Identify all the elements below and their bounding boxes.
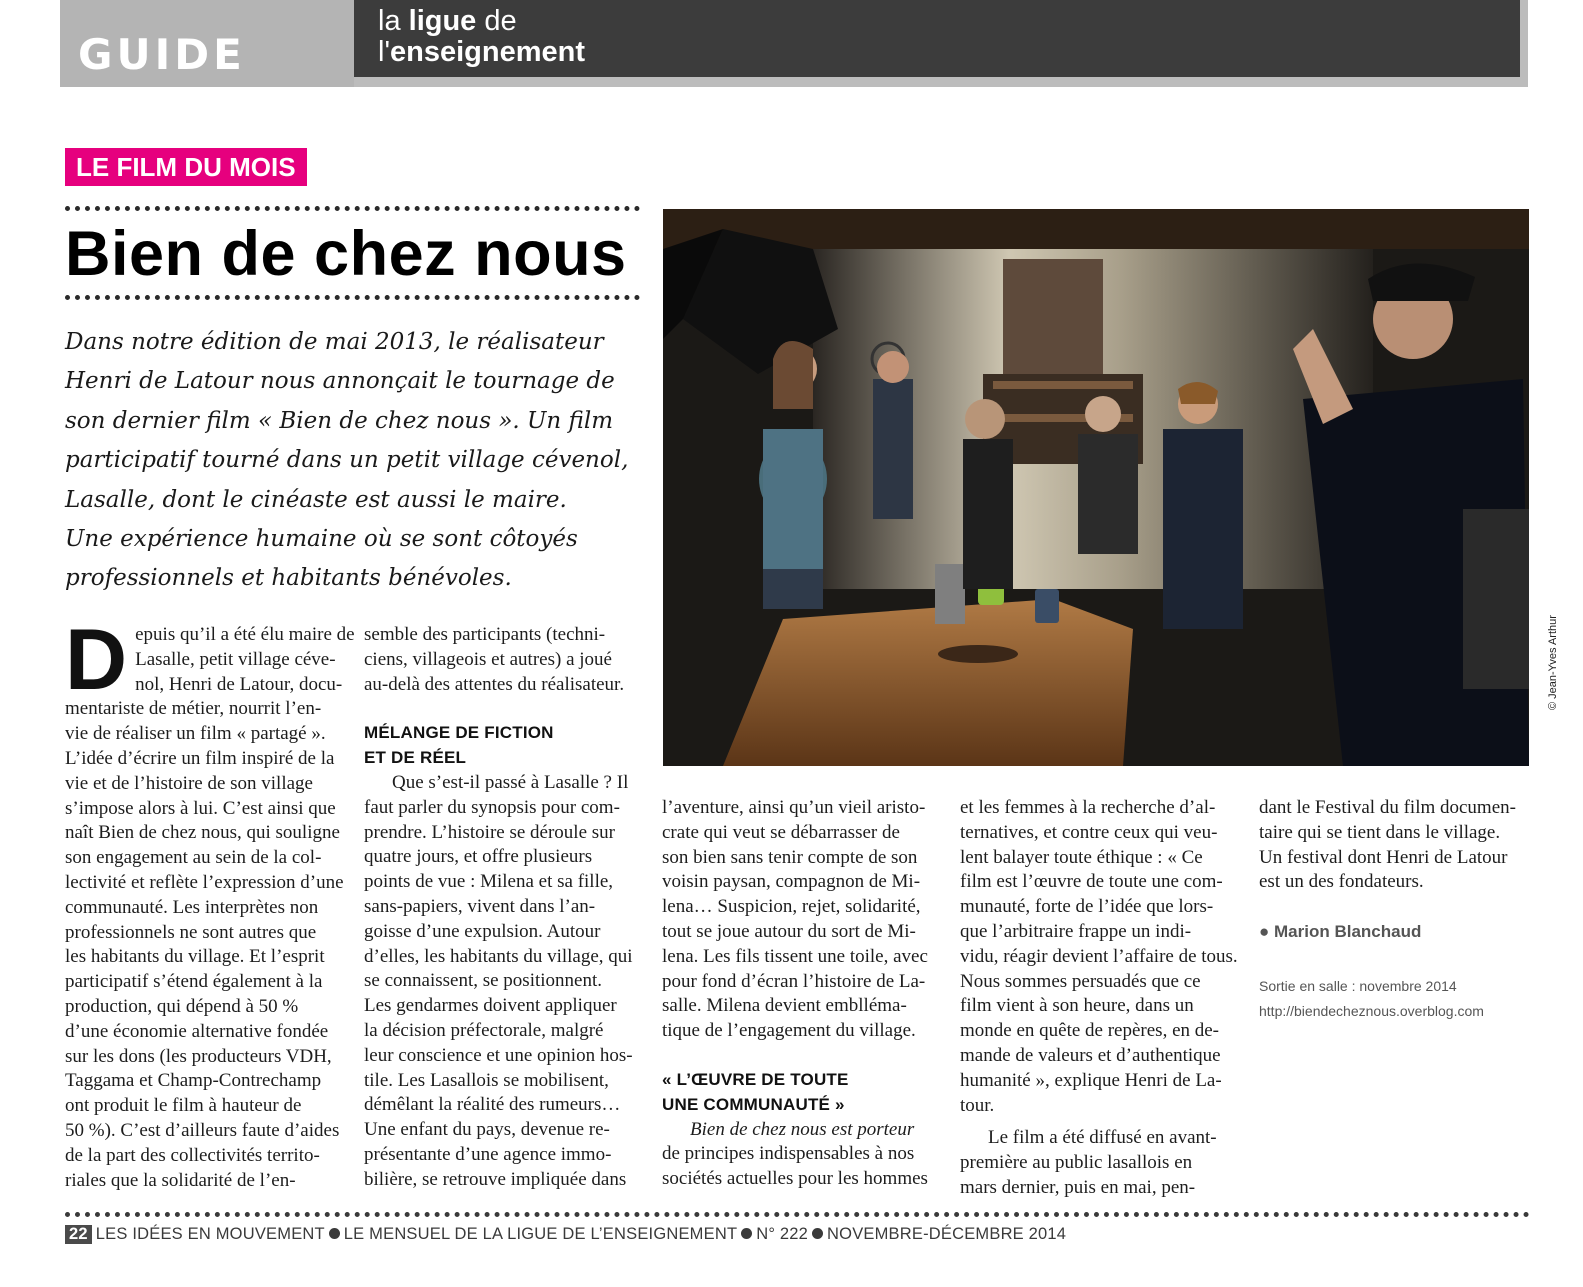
release-info [1259,974,1484,1024]
section-label: GUIDE [78,30,246,79]
article-paragraph: et les femmes à la recherche d’al- ternatives, et contre ceux qui veu- lent balayer toute éthique : « Ce film est l’œuvre de toute une com- munauté, forte de l’idée que lors- que l’arbitraire frappe un indi- vidu, réagir devient l’affaire de tous. Nous sommes persuadés que ce film vient à son heure, dans un monde en quête de repères, en de- mande de valeurs et d’authentique humanité », explique Henri de La- tour. [960,797,1238,1116]
article-paragraph: semble des participants (techni- ciens, villageois et autres) a joué au-delà des attentes du réalisateur. [364,624,625,695]
rubric-badge: LE FILM DU MOIS [65,148,307,186]
article-column-3 [662,796,932,1192]
article-paragraph: l’aventure, ainsi qu’un vieil aristo- crate qui veut se débarrasser de son bien sans tenir compte de son voisin paysan, compagnon de Mi- lena… Suspicion, rejet, solidarité, tout se joue autour du sort de Mi- lena. Les fils tissent une toile, avec pour fond d’écran l’histoire de La- salle. Milena devient emblléma- tique de l’engagement du village. [662,797,928,1042]
bullet-icon [812,1228,823,1239]
subheading: « L’ŒUVRE DE TOUTE UNE COMMUNAUTÉ » [662,1069,849,1114]
article-paragraph: epuis qu’il a été élu maire de Lasalle, petit village céve- nol, Henri de Latour, docu- mentariste de métier, nourrit l’en- vie de réaliser un film « partagé ». L’idée d’écrire un film inspiré de la vie et de l’histoire de son village s’impose alors à lui. C’est ainsi que naît Bien de chez nous, qui souligne son engagement au sein de la col- lectivité et reflète l’expression d’une communauté. Les interprètes non professionnels ne sont autres que les habitants du village. Et l’esprit participatif s’étend également à la production, qui dépend à 50 % d’une économie alternative fondée sur les dons (les producteurs VDH, Taggama et Champ-Contrechamp ont produit le film à hauteur de 50 %). C’est d’ailleurs faute d’aides de la part des collectivités territo- riales que la solidarité de l’en- [65,624,355,1191]
article-column-4 [960,796,1238,1201]
article-column-1 [65,612,355,1193]
title-divider-bottom [65,295,640,301]
page-footer: 22 LES IDÉES EN MOUVEMENT LE MENSUEL DE LA LIGUE DE L’ENSEIGNEMENT N° 222 NOVEMBRE-DÉCEMBRE 2014 [65,1225,1066,1244]
photo-credit: © Jean-Yves Arthur [1547,615,1559,710]
article-column-2 [364,623,634,1193]
article-paragraph: dant le Festival du film documen- taire qui se tient dans le village. Un festival dont Henri de Latour est un des fondateurs. [1259,797,1516,893]
brand-logo: la ligue de l'enseignement [378,5,585,68]
page-number: 22 [65,1225,92,1244]
release-date: Sortie en salle : novembre 2014 [1259,978,1457,994]
title-divider-top [65,206,640,212]
article-column-5 [1259,796,1531,895]
website-link[interactable]: http://biendecheznous.overblog.com [1259,1003,1484,1019]
film-set-illustration [663,209,1529,766]
article-paragraph: Bien de chez nous est porteur de principes indispensables à nos sociétés actuelles pour les hommes [662,1118,928,1190]
footer-divider [65,1212,1530,1217]
article-title: Bien de chez nous [65,219,627,289]
article-lead: Dans notre édition de mai 2013, le réalisateur Henri de Latour nous annonçait le tournage de son dernier film « Bien de chez nous ». Un film participatif tourné dans un petit village cévenol, Lasalle, dont le cinéaste est aussi le maire. Une expérience humaine où se sont côtoyés professionnels et habitants bénévoles. [65,329,629,592]
drop-cap: D [65,612,128,708]
film-set-photo [663,209,1529,766]
bullet-icon [329,1228,340,1239]
article-author: ● Marion Blanchaud [1259,922,1422,941]
article-paragraph: Le film a été diffusé en avant- première au public lasallois en mars dernier, puis en mai, pen- [960,1127,1217,1198]
bullet-icon [741,1228,752,1239]
article-paragraph: Que s’est-il passé à Lasalle ? Il faut parler du synopsis pour com- prendre. L’histoire se déroule sur quatre jours, et offre plusieurs points de vue : Milena et sa fille, sans-papiers, vivent dans l’an- goisse d’une expulsion. Autour d’elles, les habitants du village, qui se connaissent, se positionnent. Les gendarmes doivent appliquer la décision préfectorale, malgré leur conscience et une opinion hos- tile. Les Lasallois se mobilisent, démêlant la réalité des rumeurs… Une enfant du pays, devenue re- présentante d’une agence immo- bilière, se retrouve impliquée dans [364,771,633,1190]
subheading: MÉLANGE DE FICTION ET DE RÉEL [364,723,554,768]
